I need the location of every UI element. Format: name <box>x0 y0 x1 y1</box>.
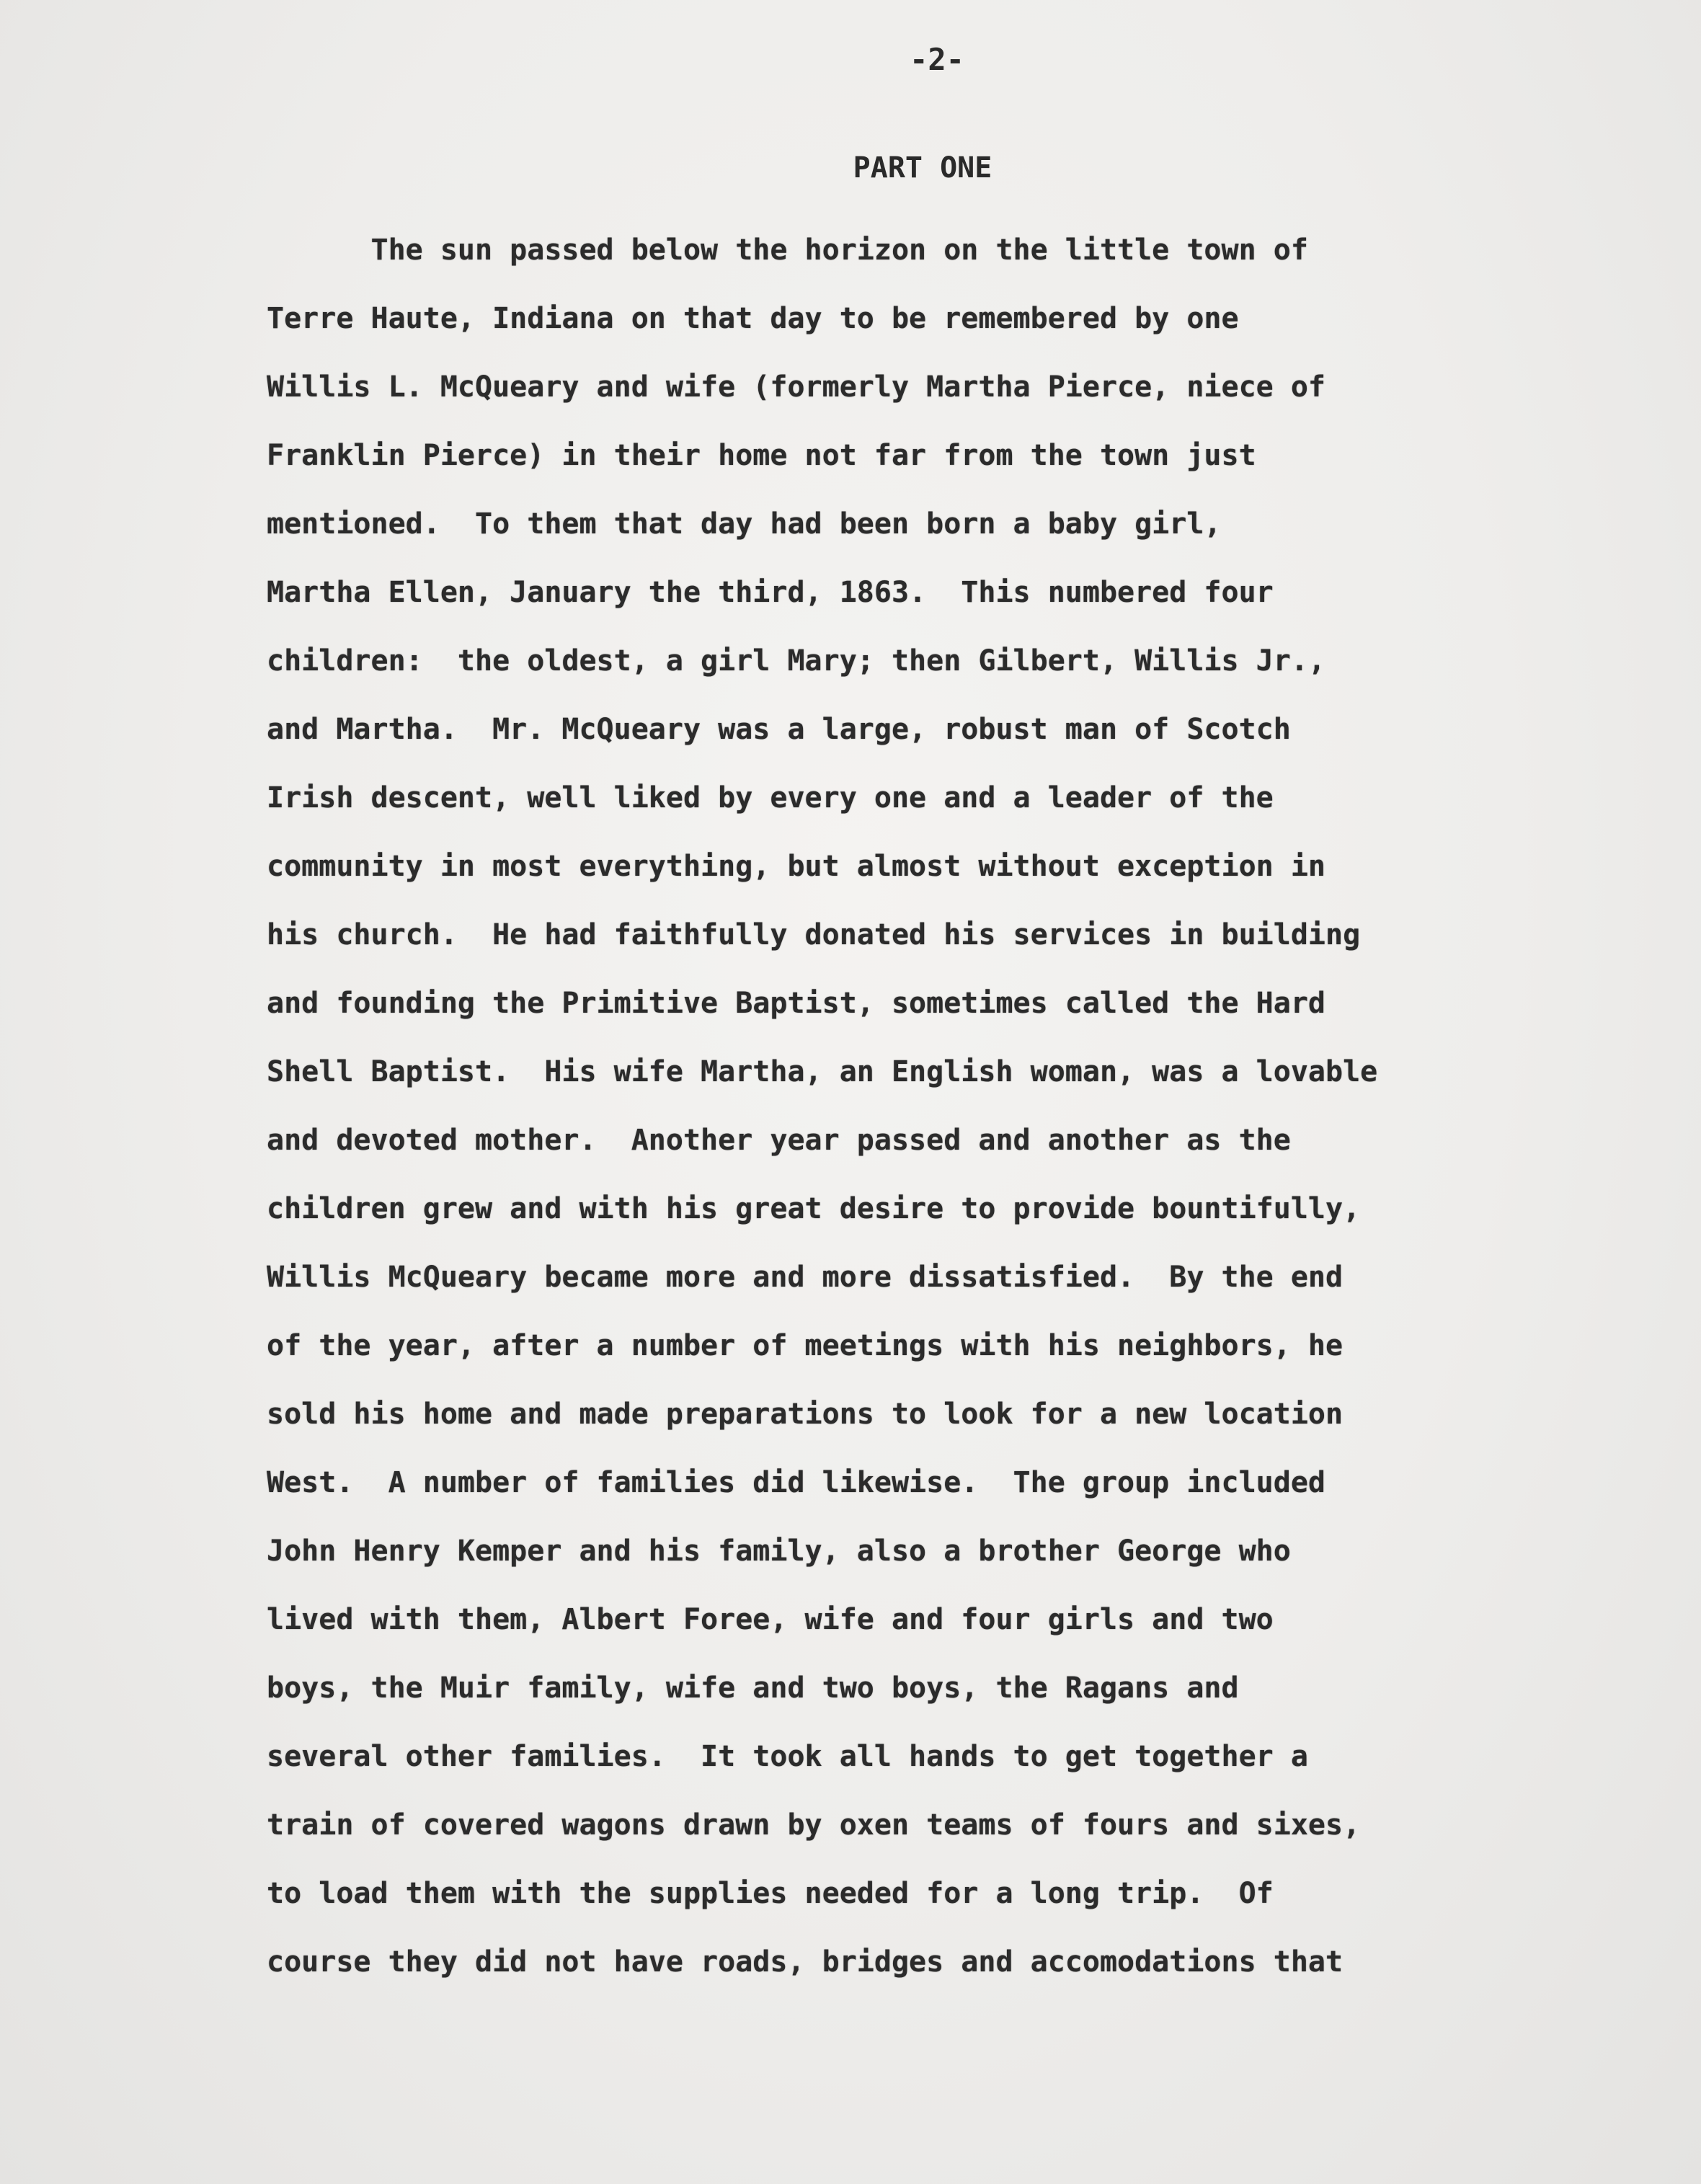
text-line: Irish descent, well liked by every one and a leader of the <box>267 781 1274 814</box>
text-line: course they did not have roads, bridges and accomodations that <box>267 1945 1344 1979</box>
text-line: his church. He had faithfully donated his services in building <box>267 918 1361 951</box>
text-line: to load them with the supplies needed for a long trip. Of <box>267 1877 1274 1910</box>
text-line: sold his home and made preparations to look for a new location <box>267 1398 1344 1431</box>
body-text <box>267 216 1636 1997</box>
text-line: The sun passed below the horizon on the little town of <box>267 234 1308 267</box>
page-number: -2- <box>910 42 964 77</box>
text-line: several other families. It took all hands to get together a <box>267 1740 1308 1773</box>
text-line: Franklin Pierce) in their home not far from the town just <box>267 439 1256 472</box>
text-line: John Henry Kemper and his family, also a brother George who <box>267 1535 1291 1568</box>
text-line: children: the oldest, a girl Mary; then Gilbert, Willis Jr., <box>267 644 1326 678</box>
section-heading: PART ONE <box>853 151 992 185</box>
text-line: Shell Baptist. His wife Martha, an English woman, was a lovable <box>267 1055 1378 1088</box>
text-line: community in most everything, but almost without exception in <box>267 850 1326 883</box>
text-line: and devoted mother. Another year passed and another as the <box>267 1124 1291 1157</box>
text-line: Martha Ellen, January the third, 1863. This numbered four <box>267 576 1274 609</box>
text-line: Willis L. McQueary and wife (formerly Martha Pierce, niece of <box>267 370 1326 404</box>
text-line: Willis McQueary became more and more dissatisfied. By the end <box>267 1261 1344 1294</box>
text-line: and Martha. Mr. McQueary was a large, robust man of Scotch <box>267 713 1291 746</box>
text-line: boys, the Muir family, wife and two boys, the Ragans and <box>267 1672 1239 1705</box>
text-line: West. A number of families did likewise. The group included <box>267 1466 1326 1499</box>
text-line: lived with them, Albert Foree, wife and four girls and two <box>267 1603 1274 1636</box>
text-line: Terre Haute, Indiana on that day to be remembered by one <box>267 302 1239 335</box>
text-line: children grew and with his great desire to provide bountifully, <box>267 1192 1361 1225</box>
text-line: mentioned. To them that day had been born a baby girl, <box>267 507 1222 541</box>
text-line: train of covered wagons drawn by oxen teams of fours and sixes, <box>267 1808 1361 1842</box>
text-line: of the year, after a number of meetings with his neighbors, he <box>267 1329 1344 1362</box>
text-line: and founding the Primitive Baptist, sometimes called the Hard <box>267 987 1326 1020</box>
